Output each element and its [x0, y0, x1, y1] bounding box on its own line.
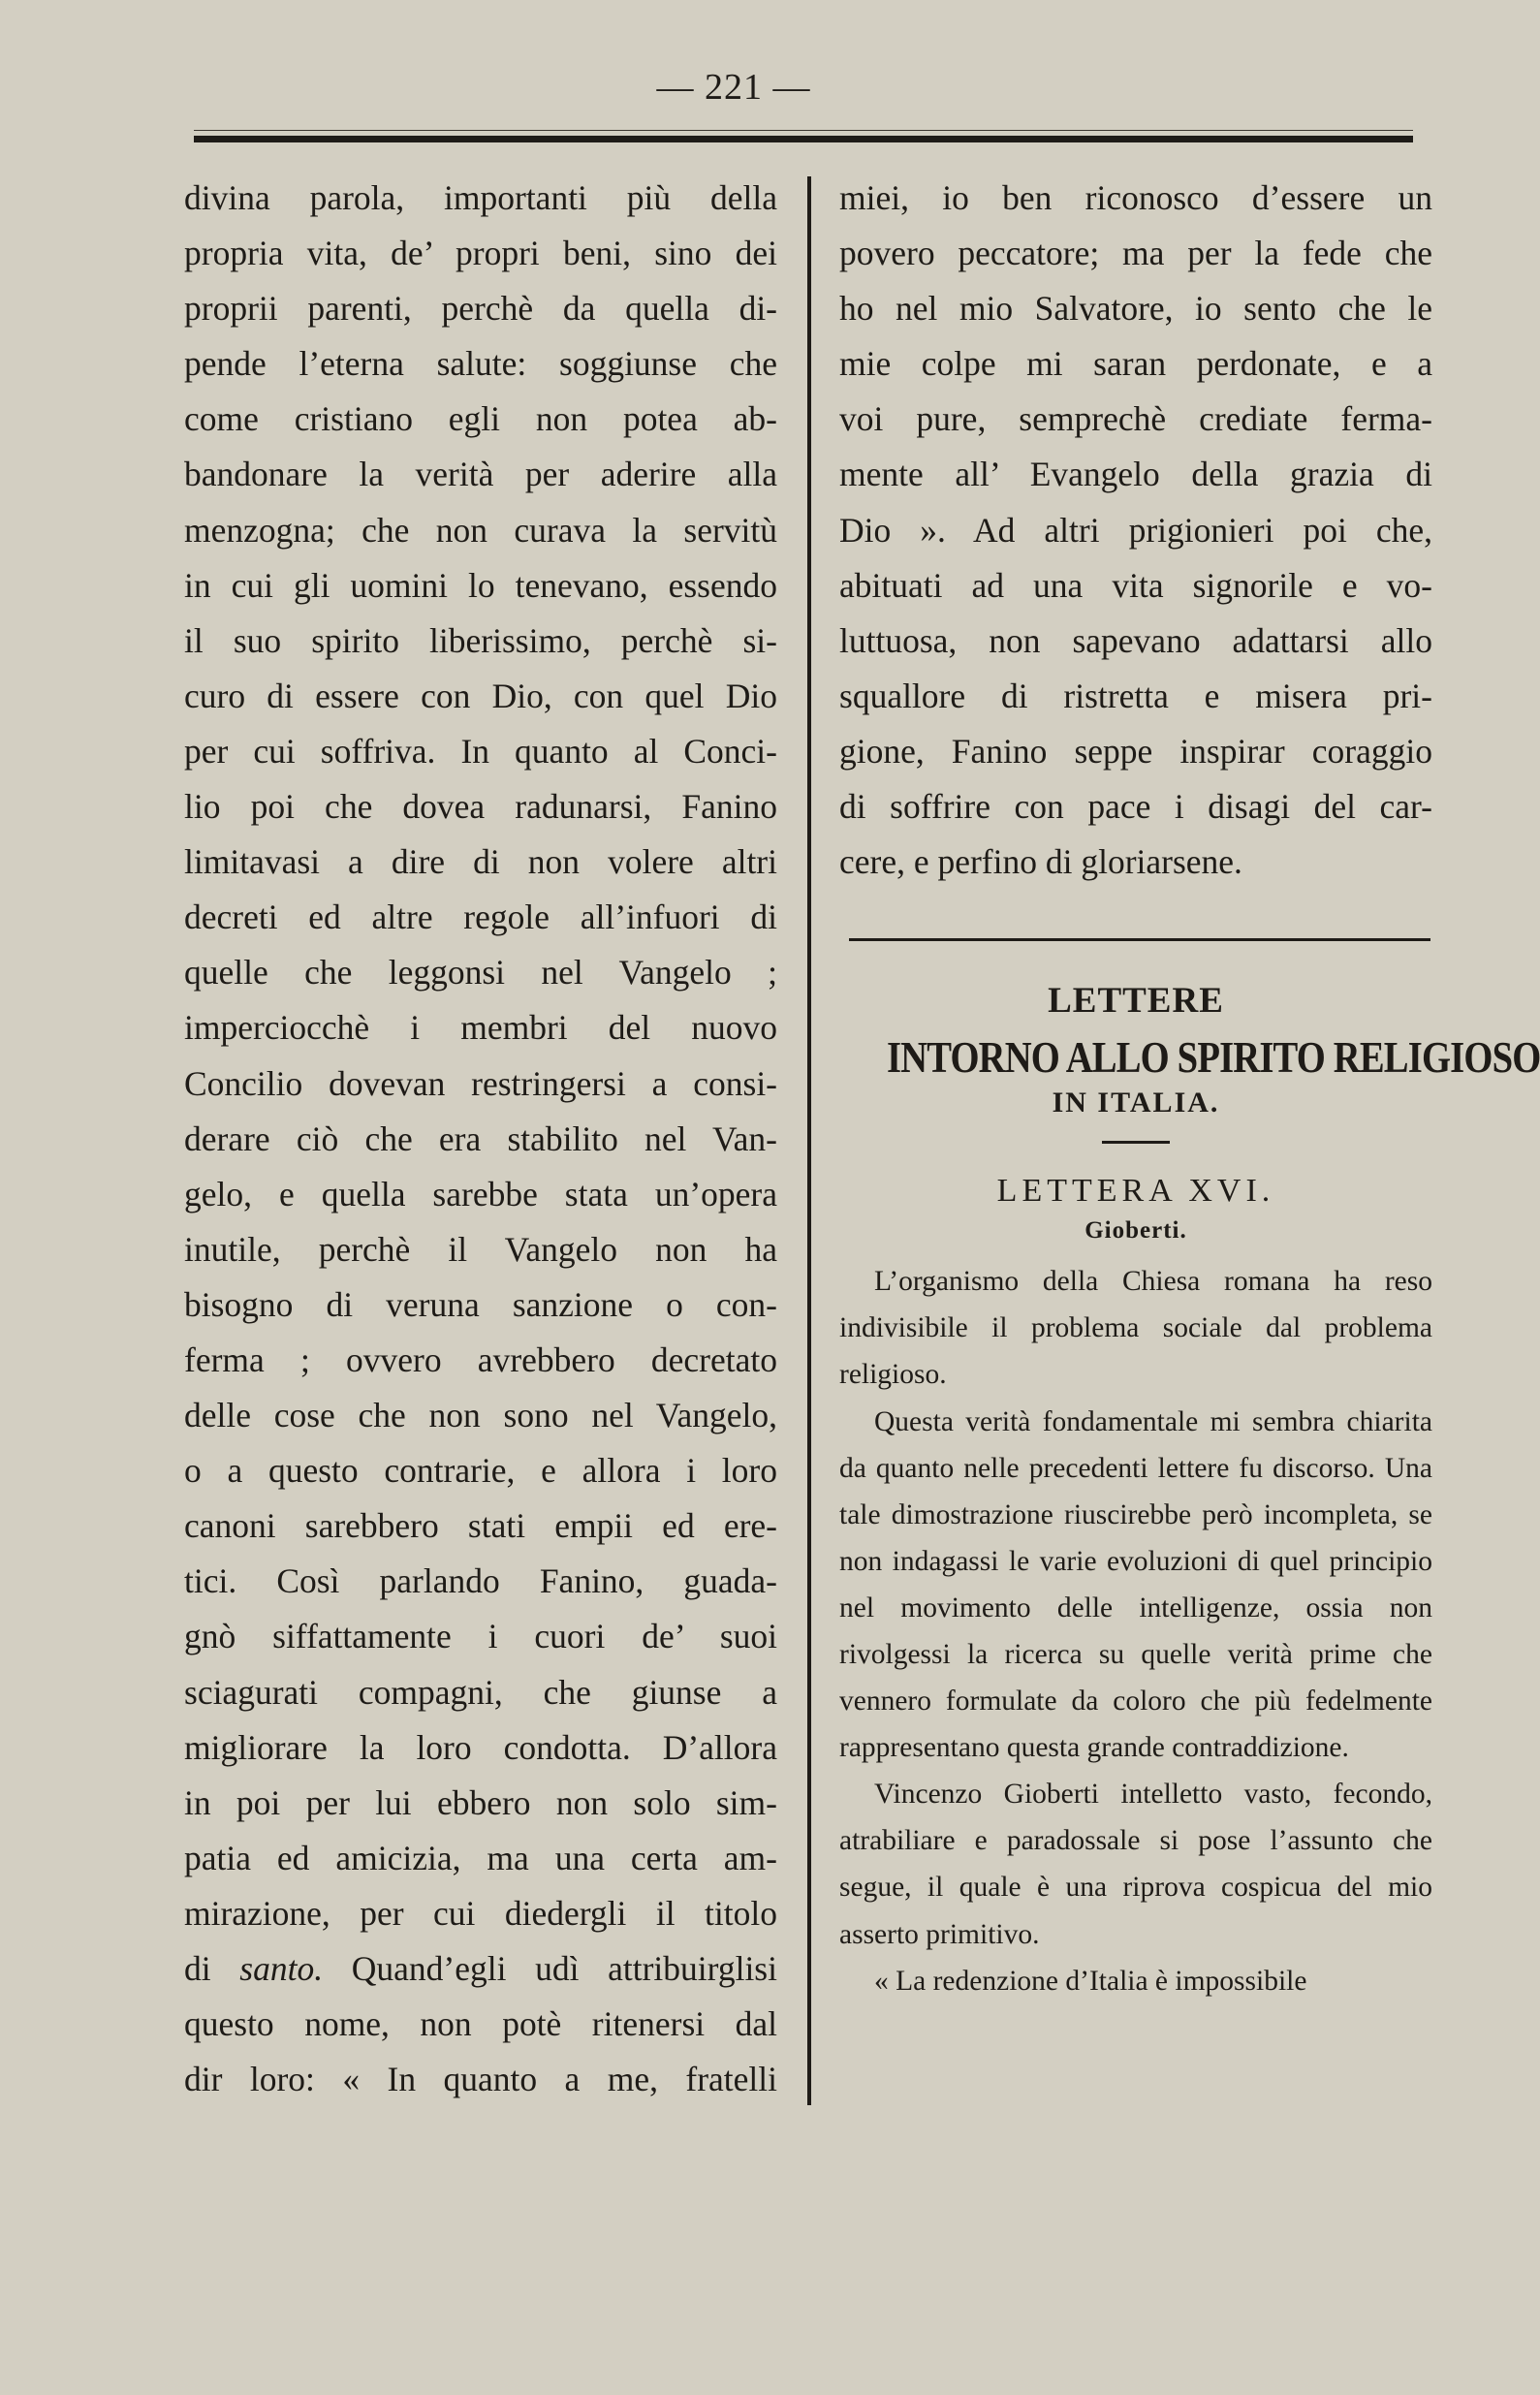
- text-line: derare ciò che era stabilito nel Van-: [184, 1119, 777, 1158]
- text-line: lio poi che dovea radunarsi, Fanino: [184, 787, 777, 827]
- text-line: canoni sarebbero stati empii ed ere-: [184, 1506, 777, 1546]
- text-line: povero peccatore; ma per la fede che: [839, 234, 1432, 273]
- text-line: ferma ; ovvero avrebbero decretato: [184, 1339, 777, 1379]
- text-line: inutile, perchè il Vangelo non ha: [184, 1229, 777, 1269]
- text-line: quelle che leggonsi nel Vangelo ;: [184, 953, 777, 993]
- page-number: — 221 —: [656, 67, 811, 108]
- text-line: tici. Così parlando Fanino, guada-: [184, 1561, 777, 1601]
- text-line: di soffrire con pace i disagi del car-: [839, 787, 1432, 827]
- left-column-text: [184, 171, 777, 2107]
- text-line: cere, e perfino di gloriarsene.: [839, 842, 1242, 882]
- header-rule-thin: [194, 130, 1413, 131]
- text-line: squallore di ristretta e misera pri-: [839, 676, 1432, 715]
- text-line: dir loro: « In quanto a me, fratelli: [184, 2060, 777, 2099]
- left-column: [184, 171, 777, 2107]
- text-line: decreti ed altre regole all’infuori di: [184, 898, 777, 937]
- text-line: Concilio dovevan restringersi a consi-: [184, 1063, 777, 1103]
- text-line: il suo spirito liberissimo, perchè si-: [184, 620, 777, 660]
- text-line-santo: [184, 1941, 777, 1997]
- text-line: divina parola, importanti più della: [184, 178, 777, 217]
- text-line: luttuosa, non sapevano adattarsi allo: [839, 620, 1432, 660]
- text-line: mirazione, per cui diedergli il titolo: [184, 1893, 777, 1933]
- text-line: imperciocchè i membri del nuovo: [184, 1008, 777, 1048]
- paragraph: Vincenzo Gioberti intelletto vasto, fecondo, atrabiliare e paradossale si pose l’assunto che segue, il quale è una riprova cospicua del mio asserto primitivo.: [839, 1779, 1432, 1950]
- text-line: gnò siffattamente i cuori de’ suoi: [184, 1617, 777, 1656]
- text-line: abituati ad una vita signorile e vo-: [839, 565, 1432, 605]
- series-title: LETTERE: [1048, 981, 1224, 1022]
- series-place: IN ITALIA.: [1052, 1087, 1220, 1119]
- letter-number: LETTERA XVI.: [996, 1173, 1275, 1210]
- text-line: delle cose che non sono nel Vangelo,: [184, 1396, 777, 1435]
- text-line: gione, Fanino seppe inspirar coraggio: [839, 731, 1432, 771]
- text-fragment: di: [184, 1949, 240, 1988]
- section-rule: [849, 938, 1430, 941]
- text-line: curo di essere con Dio, con quel Dio: [184, 676, 777, 715]
- text-line: pende l’eterna salute: soggiunse che: [184, 344, 777, 384]
- text-line: Dio ». Ad altri prigionieri poi che,: [839, 510, 1432, 550]
- letter-body: [839, 1258, 1432, 2004]
- text-line: migliorare la loro condotta. D’allora: [184, 1727, 777, 1767]
- right-column-text: [839, 171, 1432, 890]
- text-line: patia ed amicizia, ma una certa am-: [184, 1838, 777, 1877]
- paragraph: Questa verità fondamentale mi sembra chiarita da quanto nelle precedenti lettere fu discorso. Una tale dimostrazione riuscirebbe però incompleta, se non indagassi le varie evoluzioni di quel principio nel movimento delle intelligenze, ossia non rivolgessi la ricerca su quelle verità prime che vennero formulate da coloro che più fedelmente rappresentano questa grande contraddizione.: [839, 1405, 1432, 1764]
- text-line: miei, io ben riconosco d’essere un: [839, 178, 1432, 217]
- series-subtitle: INTORNO ALLO SPIRITO RELIGIOSO: [886, 1032, 1540, 1083]
- header-rule: [194, 136, 1413, 142]
- letter-author: Gioberti.: [1084, 1217, 1187, 1245]
- paragraph: L’organismo della Chiesa romana ha reso indivisibile il problema sociale dal problema religioso.: [839, 1266, 1432, 1391]
- column-divider: [807, 176, 811, 2105]
- text-line: propria vita, de’ propri beni, sino dei: [184, 234, 777, 273]
- text-line: bisogno di veruna sanzione o con-: [184, 1284, 777, 1324]
- text-line: menzogna; che non curava la servitù: [184, 510, 777, 550]
- text-line: mie colpe mi saran perdonate, e a: [839, 344, 1432, 384]
- text-line: in poi per lui ebbero non solo sim-: [184, 1782, 777, 1822]
- paragraph: « La redenzione d’Italia è impossibile: [874, 1965, 1307, 1997]
- text-line: voi pure, semprechè crediate ferma-: [839, 399, 1432, 439]
- text-line: bandonare la verità per aderire alla: [184, 455, 777, 494]
- text-line: limitavasi a dire di non volere altri: [184, 842, 777, 882]
- right-column: [839, 171, 1540, 2004]
- short-rule: [1102, 1141, 1170, 1144]
- text-line: in cui gli uomini lo tenevano, essendo: [184, 565, 777, 605]
- text-line: questo nome, non potè ritenersi dal: [184, 2004, 777, 2044]
- italic-word: santo.: [239, 1949, 324, 1988]
- text-line: o a questo contrarie, e allora i loro: [184, 1451, 777, 1491]
- text-line: per cui soffriva. In quanto al Conci-: [184, 731, 777, 771]
- text-line: ho nel mio Salvatore, io sento che le: [839, 289, 1432, 329]
- text-line: gelo, e quella sarebbe stata un’opera: [184, 1174, 777, 1213]
- text-line: sciagurati compagni, che giunse a: [184, 1672, 777, 1712]
- text-fragment: Quand’egli udì attribuirglisi: [323, 1949, 777, 1988]
- text-line: proprii parenti, perchè da quella di-: [184, 289, 777, 329]
- text-line: mente all’ Evangelo della grazia di: [839, 455, 1432, 494]
- text-line: come cristiano egli non potea ab-: [184, 399, 777, 439]
